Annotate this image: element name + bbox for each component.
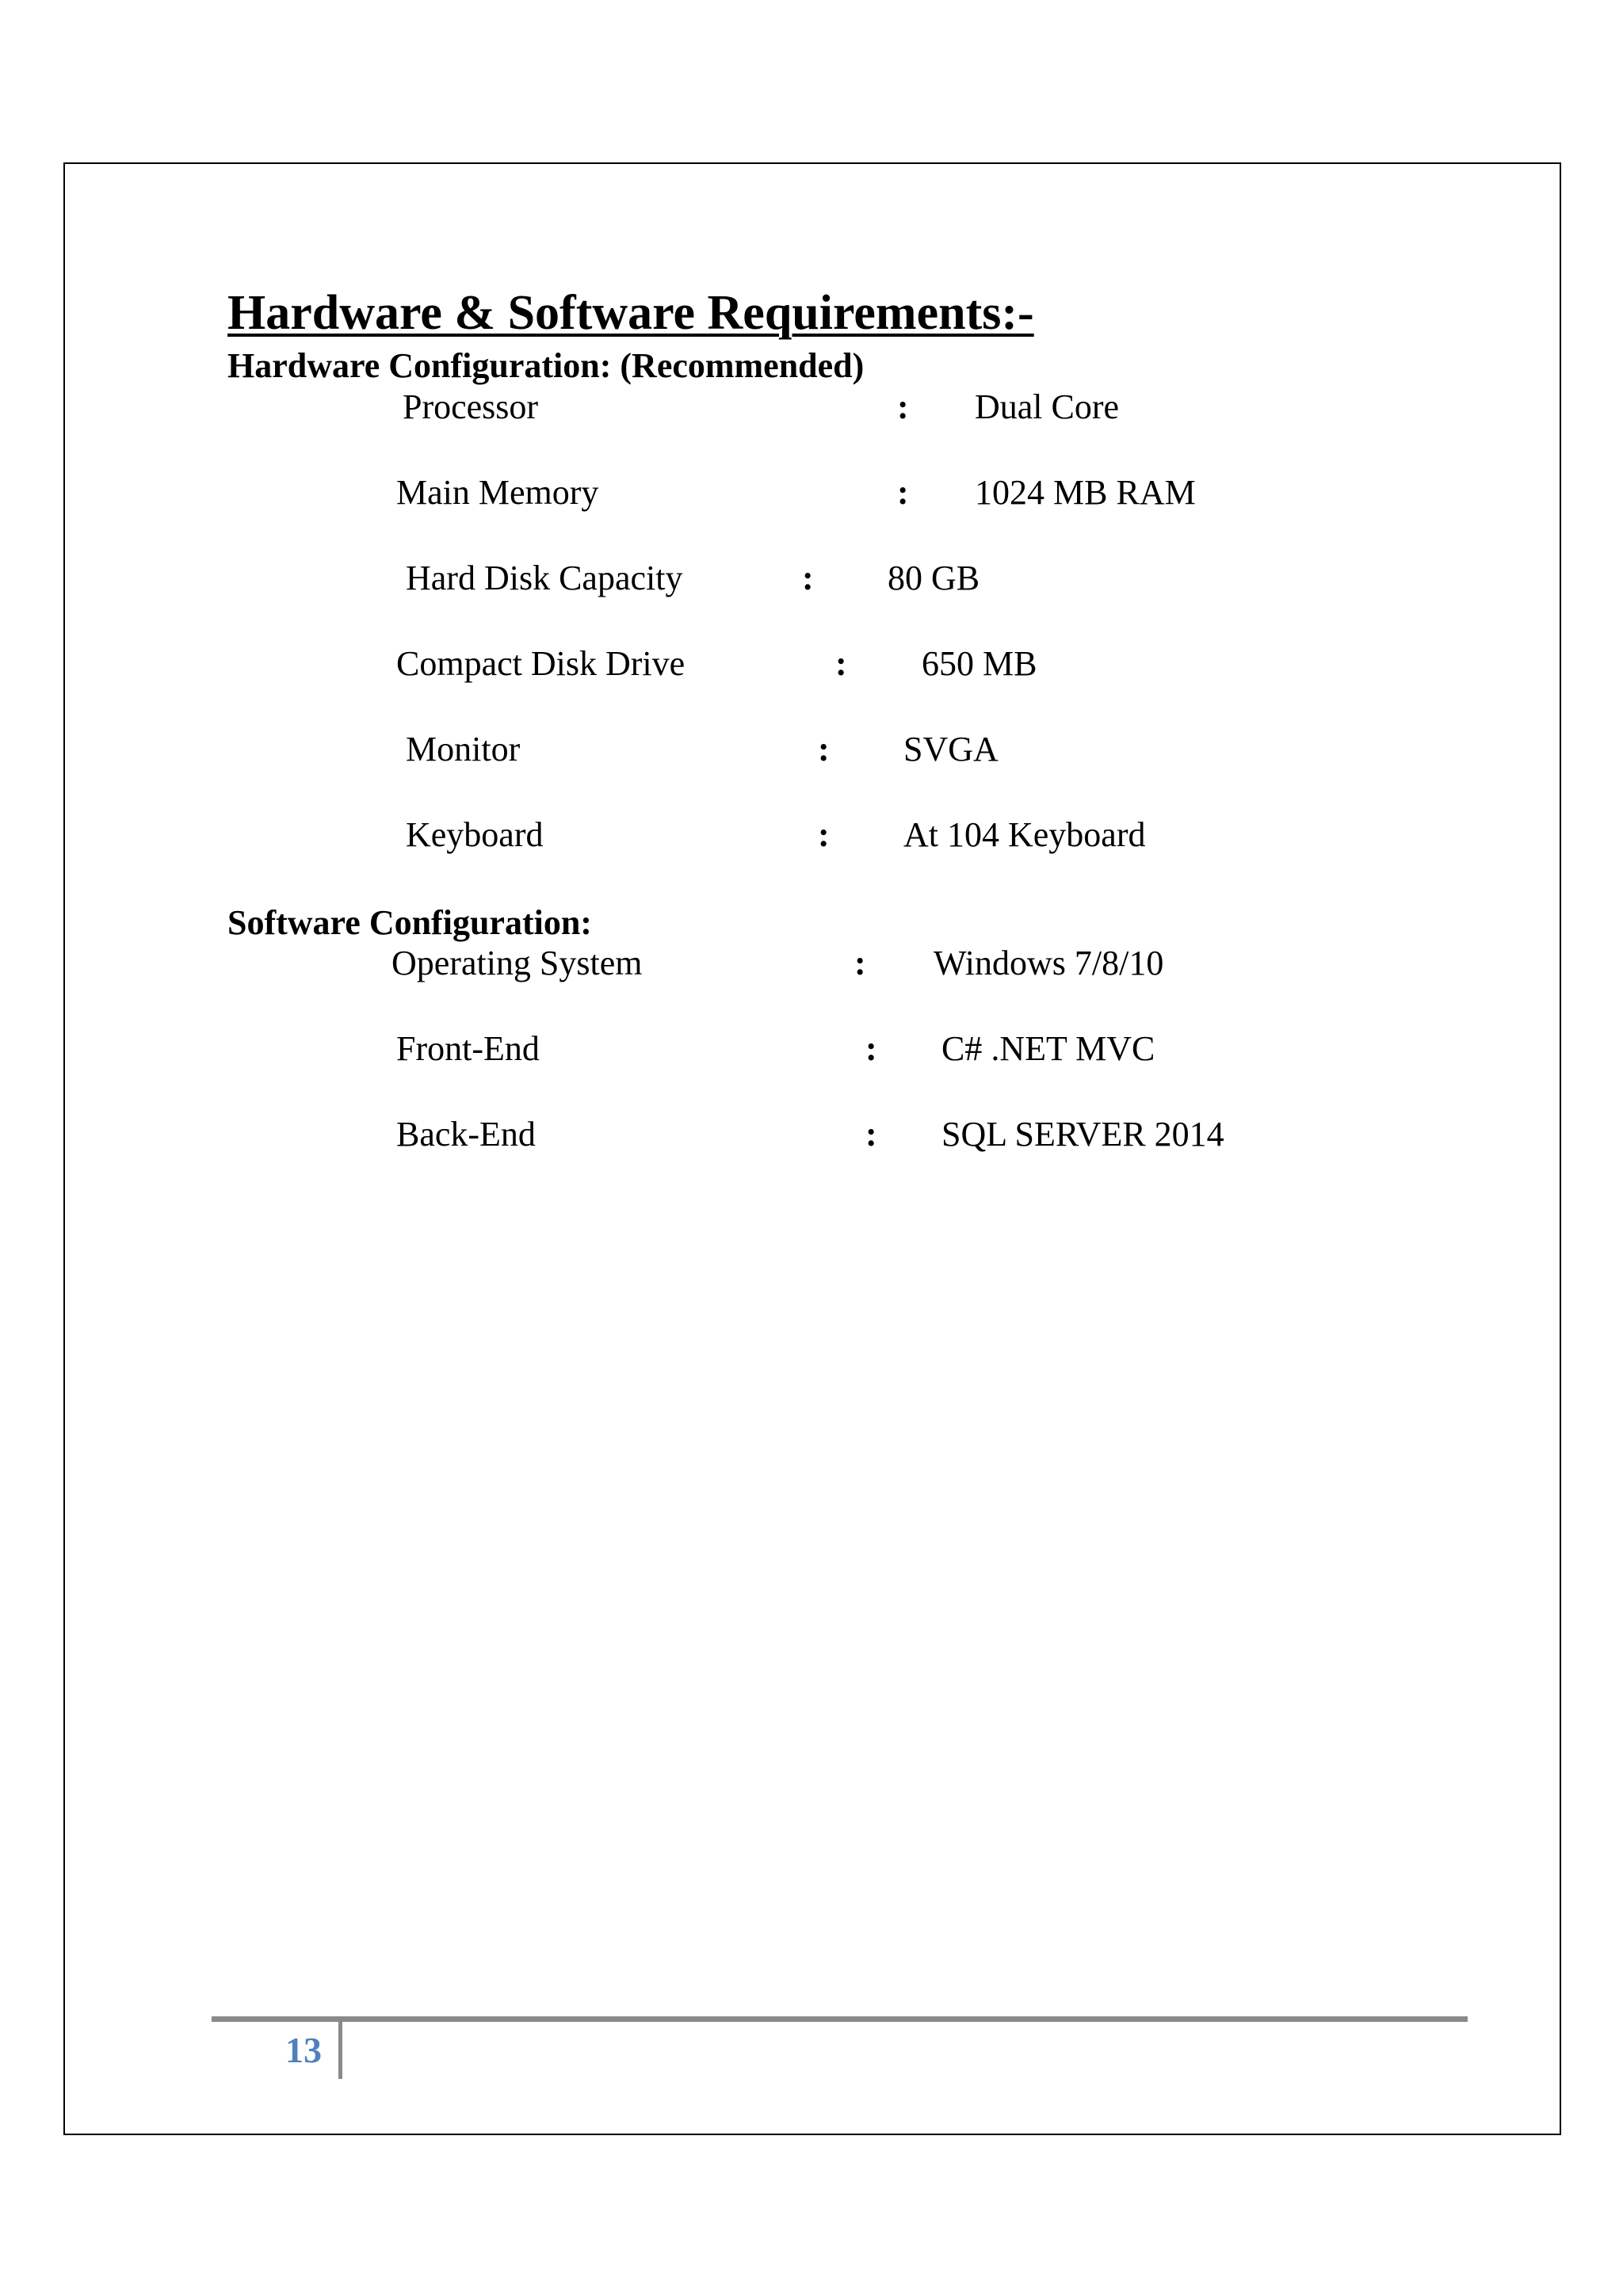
spec-label: Hard Disk Capacity [406,559,683,597]
software-heading: Software Configuration: [227,903,592,942]
spec-separator: : [818,730,830,769]
spec-value: 1024 MB RAM [975,473,1196,512]
footer-rule [212,2016,1468,2022]
page-number: 13 [285,2030,322,2070]
spec-value: SVGA [903,730,999,769]
spec-label: Back-End [396,1115,536,1154]
spec-label: Processor [403,387,539,426]
spec-separator: : [897,387,909,426]
spec-value: Windows 7/8/10 [934,944,1164,982]
spec-value: 650 MB [922,644,1037,683]
spec-separator: : [818,815,830,854]
spec-value: C# .NET MVC [941,1029,1155,1068]
footer-divider [338,2022,342,2079]
spec-separator: : [854,944,866,982]
spec-label: Monitor [406,730,521,769]
spec-separator: : [897,473,909,512]
spec-separator: : [835,644,847,683]
spec-value: At 104 Keyboard [903,815,1146,854]
page-title: Hardware & Software Requirements:- [227,286,1034,340]
spec-value: 80 GB [888,559,980,597]
spec-value: SQL SERVER 2014 [941,1115,1224,1154]
spec-label: Main Memory [396,473,599,512]
spec-label: Operating System [391,944,643,982]
spec-value: Dual Core [975,387,1120,426]
spec-separator: : [865,1029,877,1068]
spec-separator: : [865,1115,877,1154]
spec-separator: : [802,559,814,597]
spec-label: Compact Disk Drive [396,644,685,683]
spec-label: Keyboard [406,815,544,854]
hardware-heading: Hardware Configuration: (Recommended) [227,346,865,385]
page-border [63,162,1561,2135]
spec-label: Front-End [396,1029,540,1068]
